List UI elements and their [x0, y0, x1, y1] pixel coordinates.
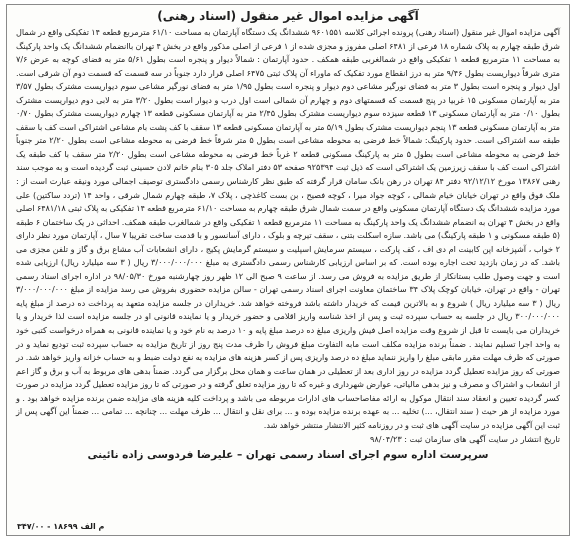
reference-code: م الف ۱۸۶۹۹ - ۳۴۷/۰۰ [17, 522, 105, 531]
auction-notice [6, 4, 570, 536]
notice-body: آگهی مزایده اموال غیر منقول (اسناد رهنی) پرونده اجرائی کلاسه ۹۶۰۱۵۵۱ ششدانگ یک دستگاه آپارتمان به مساحت ۶۱/۱۰ مترمربع قطعه ۱۴ تفکیکی واقع در شمال شرق طبقه چهارم به پلاک شماره ۱۸ فرعی از ۶۴۸۱ اصلی مفروز و مجزی شده از ۱ فرعی از اصلی مذکور واقع در بخش ۴ تهران باانضمام ششدانگ یک واحد پارکینگ به مساحت ۱۱ مترمربع قطعه ۱ تفکیکی واقع در شمالغربی طبقه همکف . حدود آپارتمان : شمالاً دیوار و پنجره است بطول ۵/۶۱ متر به فضای کوچه به عرض ۷/۶ متری شرقاً دیواریست بطول ۹/۴۶ متر به درز انقطاع مورد تفکیک که ماوراء آن پلاک ثبتی ۶۴۷۵ اصلی قرار دارد جنوباً در سه قسمت که قسمت دوم آن شرقی است. اول دیوار و پنجره است بطول ۳ متر به فضای نورگیر مشاعی دوم دیوار و پنجره است بطول ۱/۹۵ متر به فضای نورگیر مشاعی سوم دیواریست مشترک بطول ۳/۵۷ متر به آپارتمان مسکونی ۱۵ غربیا در پنج قسمت که قسمتهای دوم و چهارم آن شمالی است اول درب و دیوار است بطول ۳/۲۰ متر به لابی دوم دیواریست مشترک بطول ۰/۱۰ متر به آپارتمان مسکونی ۱۳ قطعه سیزده سوم دیواریست مشترک بطول ۲/۴۵ متر به آپارتمان مسکونی قطعه ۱۳ چهارم دیواریست مشترک بطول ۰/۷۰ متر به آپارتمان مسکونی قطعه ۱۳ پنجم دیواریست مشترک بطول ۵/۱۹ متر به آپارتمان مسکونی قطعه ۱۳ سقف با کف پشت بام مشاعی اشتراکی است کف با سقف طبقه سه اشتراکی است. حدود پارکینگ: شمالاً خط فرضی به محوطه مشاعی است بطول ۵ متر شرقاً خط فرضی به محوطه مشاعی است بطول ۲/۲۰ متر جنوباً خط فرضی به محوطه مشاعی است بطول ۵ متر به پارکینگ مسکونی قطعه ۲ غرباً خط فرضی به محوطه مشاعی است بطول ۲/۲۰ متر سقف با کف طبقه یک اشتراکی است کف با سقف زیرزمین یک اشتراکی است که ذیل ثبت ۹۲۵۳۹۴ صفحه ۵۳ دفتر املاک جلد ۳۰۵ بنام خانم لادن حسینی ثبت گردیده است و به موجب سند رهنی ۱۳۸۶۷ مورخ ۹۲/۱۲/۱۲ دفتر ۸۴ تهران در رهن بانک سامان قرار گرفته که طبق نظر کارشناس رسمی دادگستری توصیف اجمالی مورد ونیقه عبارت است از : ملک فوق واقع در تهران خیابان خیام شمالی ، کوچه جواد میرا ، کوچه فصیح ، بن بست کاغذچی ، پلاک ۷، طبقه چهارم شمال شرقی ، واحد ۱۴ (تردد ساکتین) علی مورد مزایده ششدانگ یک دستگاه آپارتمان مسکونی واقع در سمت شمال شرق طبقه چهارم به مساحت ۶۱/۱۰ مترمربع قطعه ۱۴ تفکیکی به پلاک ثبتی ۶۴۸۱/۱۸ اصلی واقع در بخش ۴ تهران به انضمام ششدانگ یک واحد پارکینگ به مساحت ۱۱ مترمربع قطعه ۱ تفکیکی واقع در شمالغرب طبقه همکف. احداثی در یک ساختمان ۶ طبقه (۵ طبقه مسکونی و ۱ طبقه پارکینگ) می باشد. سازه اسکلت بتنی ، سقف تیرچه و بلوک ، دارای آسانسور و با قدمت ساخت تقریبا ۷ سال ، آپارتمان مورد نظر دارای ۲ خواب ، آشپزخانه اپن کابینت ام دی اف ، کف پارکت ، سیستم سرمایش اسپلیت و سیستم گرمایش پکیج ، دارای انشعابات آب مشاع برق و گاز و تلفن مجزی می باشد. که در زمان بازدید تحت اجاره بوده است. که بر اساس ارزیابی کارشناس رسمی دادگستری به مبلغ ۳/۰۰۰/۰۰۰/۰۰۰ ریال ( ۳ سه میلیارد ریال) ارزیابی شده است و جهت وصول طلب بستانکار از طریق مزایده به فروش می رسد. از ساعت ۹ صبح الی ۱۲ ظهر روز چهارشنبه مورخ ۹۸/۰۵/۳۰ در اداره اجرای اسناد رسمی تهران - واقع در تهران، خیابان کوچک پلاک ۳۴ ساختمان معاونت اجرای اسناد رسمی تهران - سالن مزایده حضوری بفروش می رسد مزایده از مبلغ ۳/۰۰۰/۰۰۰/۰۰۰ ریال ( ۳ سه میلیارد ریال ) شروع و به بالاترین قیمت که خریدار داشته باشد فروخته خواهد شد. خریداران در جلسه مزایده متعهد به پرداخت ده درصد از مبلغ پایه ۳۰۰/۰۰۰/۰۰۰ ریال در جلسه به حساب سپرده ثبت و پس از اخذ شناسه واریز اقلامی و حضور خریدار و یا نماینده قانونی او در جلسه مزایده است لذا خریدار و یا خریداران می بایست تا قبل از شروع وقت مزایده اصل فیش واریزی مبلغ ده درصد مبلغ پایه و ۱۰ درصد به نام خود و یا نماینده قانونی به همراه درخواست کتبی خود به واحد اجرا تسلیم نمایند . ضمناً برنده مزایده مکلف است مابه التفاوت مبلغ فروش را ظرف مدت پنج روز از تاریخ مزایده به حساب سپرده ثبت تودیع نماید و در صورتی که ظرف مهلت مقرر مابقی مبلغ را واریز ننماید مبلغ ده درصد واریزی پس از کسر هزینه های مزایده به نفع دولت ضبط و به حساب خزانه واریز خواهد شد. در صورتی که روز مزایده تعطیل گردد مزایده در روز اداری بعد از تعطیلی در همان ساعت و همان محل برگزار می گردد. ضمناً بدهی های مربوط به آب و برق و گاز اعم از انشعاب و اشتراک و مصرف و نیز بدهی مالیاتی، عوارض شهرداری و غیره که تا روز مزایده تعلق گرفته و در صورتی که تا روز مزایده تعطیل گردد مزایده در صورت کسر گردیده تعیین و انعقاد سند انتقال موکول به ارائه مفاصاحساب های ادارات مربوطه می باشد و پرداخت کلیه هزینه های مزایده ضمن برنده مزایده خواهد بود . و مورد مزایده از هر حیث ( سند انتقال، ...) تخلیه ... به عهده برنده مزایده بوده و ... برای نقل و انتقال ... ظرف مهلت ... چنانچه ... تمامی ... ضمناً این آگهی پس از ثبت این آگهی مزایده در سایت آگهی های ثبت و در روزنامه کثیر الانتشار منتشر خواهد شد. [16, 27, 561, 430]
signature: سرپرست اداره سوم اجرای اسناد رسمی تهران – علیرضا فردوسی زاده نائینی [87, 449, 489, 462]
publication-date: تاریخ انتشار در سایت آگهی های سازمان ثبت : ۹۸/۰۴/۲۳ [370, 434, 560, 445]
notice-title: آگهی مزایده اموال غیر منقول (اسناد رهنی) [157, 9, 419, 23]
